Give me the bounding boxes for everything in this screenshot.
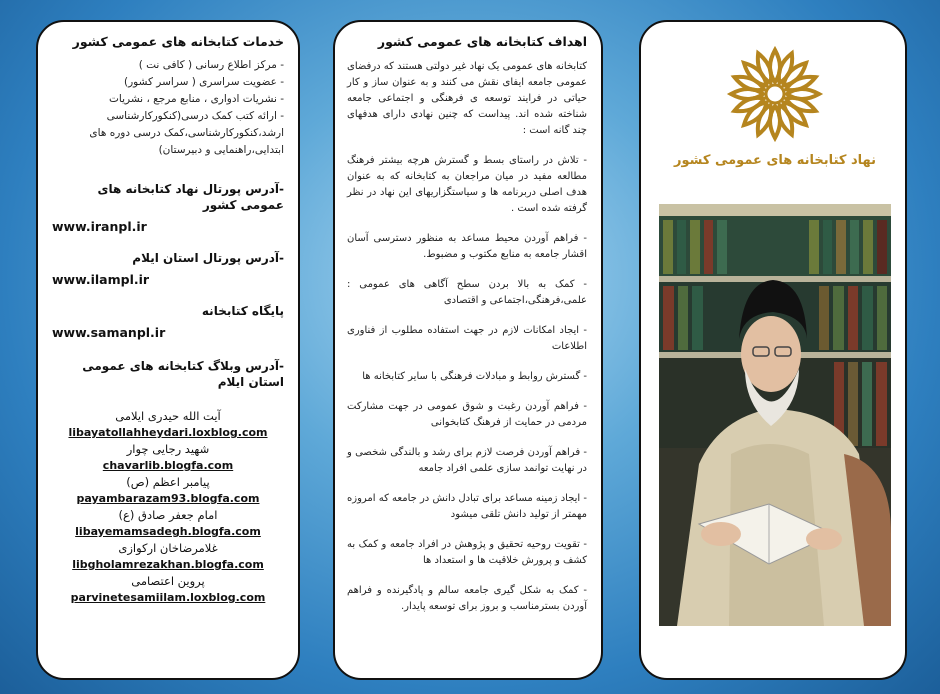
blog-link[interactable]: parvinetesamiilam.loxblog.com [70,591,266,604]
library-logo [674,42,876,172]
blog-name: غلامرضاخان ارکوازی [118,541,218,555]
goals-intro: کتابخانه های عمومی یک نهاد غیر دولتی هستند که درفضای عمومی جامعه ایفای نقش می کنند و به عنوان ساز و کار حیاتی در فرایند توسعه ی فرهنگی و اجتماعی جامعه شناخته شده اند. پیداست که چنین نهادی دارای هدفهای چند گانه است : [347,61,587,136]
services-list [52,57,284,159]
blog-link[interactable]: chavarlib.blogfa.com [102,459,234,472]
blog-link[interactable]: libayatollahheydari.loxblog.com [68,426,268,439]
logo-text: نهاد کتابخانه های عمومی کشور [674,153,876,168]
goal-item: - گسترش روابط و مبادلات فرهنگی با سایر کتابخانه ها [362,371,587,382]
goal-item: - فراهم آوردن رغبت و شوق عمومی در جهت مشارکت مردمی در حمایت از فرهنگ کتابخوانی [347,401,587,428]
goal-item: - کمک به بالا بردن سطح آگاهی های عمومی : علمی،فرهنگی،اجتماعی و اقتصادی [347,279,587,306]
portal-title: -آدرس پورتال نهاد کتابخانه های عمومی کشور [97,182,284,212]
ilam-portal-url[interactable]: www.ilampl.ir [52,272,150,287]
services-title: خدمات کتابخانه های عمومی کشور [72,34,284,49]
blog-name: امام جعفر صادق (ع) [118,508,218,522]
goal-item: - فراهم آوردن فرصت لازم برای رشد و بالندگی شخصی و در نهایت توانمد سازی علمی افراد جامعه [347,447,587,474]
weblog-title: -آدرس وبلاگ کتابخانه های عمومی استان ایلام [82,359,284,389]
service-item: - ارائه کتب کمک درسی(کنکورکارشناسی ارشد،کنکورکارشناسی،کمک درسی دوره های ابتدایی،راهنمایی و دبیرستان) [89,110,284,156]
goals-panel [333,20,603,680]
blog-link[interactable]: libgholamrezakhan.blogfa.com [72,558,264,571]
logo-center [766,85,784,103]
blog-list [52,408,284,606]
portal-url[interactable]: www.iranpl.ir [52,219,147,234]
leader-reading-photo [659,204,891,626]
goal-item: - تقویت روحیه تحقیق و پژوهش در افراد جامعه و کمک به کشف و پرورش خلاقیت ها و استعداد ها [347,539,587,566]
service-item: - عضویت سراسری ( سراسر کشور) [124,76,284,88]
service-item: - مرکز اطلاع رسانی ( کافی نت ) [138,59,284,71]
goal-item: - ایجاد امکانات لازم در جهت استفاده مطلوب از فناوری اطلاعات [347,325,587,352]
goal-item: - تلاش در راستای بسط و گسترش هرچه بیشتر فرهنگ مطالعه مفید در میان مراجعان به کتابخانه که به عنوان هدف اصلی دربرنامه ها و سیاستگزاریهای این نهاد در نظر گرفته شده است . [347,155,587,214]
cover-panel [639,20,907,680]
blog-name: آیت الله حیدری ایلامی [115,409,221,423]
blog-name: شهید رجایی چوار [126,442,210,456]
library-base-url[interactable]: www.samanpl.ir [52,325,166,340]
service-item: - نشریات ادواری ، منابع مرجع ، نشریات [109,93,284,105]
goal-item: - کمک به شکل گیری جامعه سالم و پادگیرنده و فراهم آوردن بسترمناسب و بروز برای توسعه پایدار. [347,585,587,612]
photo-illustration [659,204,891,626]
blog-name: پروین اعتصامی [131,574,205,588]
goals-title: اهداف کتابخانه های عمومی کشور [377,34,587,49]
goal-item: - فراهم آوردن محیط مساعد به منظور دسترسی آسان اقشار جامعه به منابع مکتوب و مضبوط. [347,233,587,260]
blog-link[interactable]: libayemamsadegh.blogfa.com [75,525,261,538]
services-panel [36,20,300,680]
rosette-logo-icon [674,42,876,172]
blog-name: پیامبر اعظم (ص) [126,475,210,489]
goal-item: - ایجاد زمینه مساعد برای تبادل دانش در جامعه که امروزه مهمتر از تولید دانش تلقی میشود [347,493,587,520]
ilam-portal-title: -آدرس پورتال استان ایلام [132,251,284,265]
blog-link[interactable]: payambarazam93.blogfa.com [76,492,260,505]
library-base-title: پایگاه کتابخانه [201,304,284,318]
